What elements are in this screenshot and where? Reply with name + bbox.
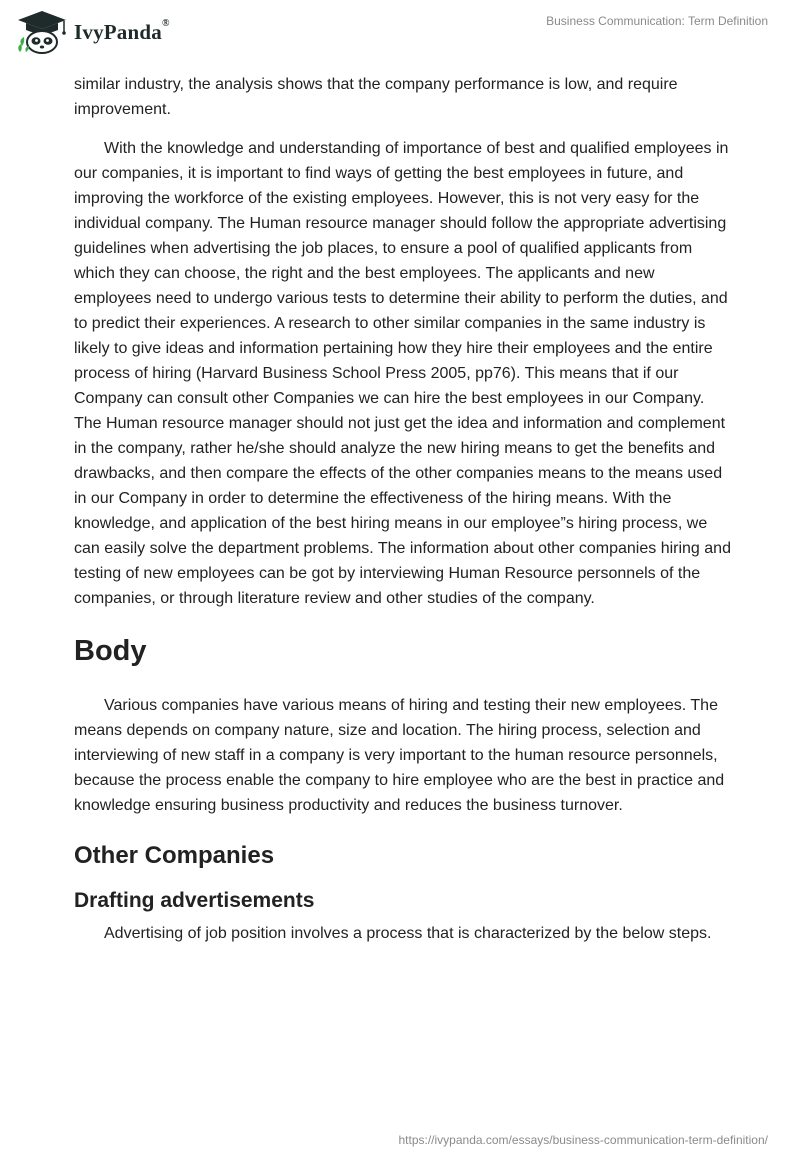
site-logo[interactable] — [16, 8, 170, 56]
footer-source-url[interactable]: https://ivypanda.com/essays/business-communication-term-definition/ — [398, 1133, 768, 1147]
logo-text: IvyPanda — [74, 19, 162, 44]
paragraph-advertising: Advertising of job position involves a process that is characterized by the below steps. — [104, 925, 712, 942]
heading-other-companies: Other Companies — [74, 842, 275, 869]
paragraph-body: Various companies have various means of hiring and testing their new employees. The means depends on company nature, size and location. The hiring process, selection and interviewing of new staff in a company is very important to the human resource personnels, because the process enable the company to hire employee who are the best in practice and knowledge ensuring business productivity and reduces the business turnover. — [74, 697, 725, 814]
registered-mark: ® — [161, 17, 170, 29]
logo-wordmark — [74, 17, 170, 45]
document-title: Business Communication: Term Definition — [546, 14, 768, 28]
page-header — [0, 0, 800, 70]
panda-graduation-cap-icon — [16, 10, 68, 54]
paragraph-hiring: With the knowledge and understanding of importance of best and qualified employees in our companies, it is important to find ways of getting the best employees in future, and improving the workforce of the existing employees. However, this is not very easy for the individual company. The Human resource manager should follow the appropriate advertising guidelines when advertising the job places, to ensure a pool of qualified applicants from which they can choose, the right and the best employees. The applicants and new employees need to undergo various tests to determine their ability to perform the duties, and to predict their experiences. A research to other similar companies in the same industry is likely to give ideas and information pertaining how they hire their employees and the entire process of hiring (Harvard Business School Press 2005, pp76). This means that if our Company can consult other Companies we can hire the best employees in our Company. The Human resource manager should not just get the idea and information and complement in the company, rather he/she should analyze the new hiring means to get the benefits and drawbacks, and then compare the effects of the other companies means to the means used in our Company in order to determine the effectiveness of the hiring means. With the knowledge, and application of the best hiring means in our employee”s hiring process, we can easily solve the department problems. The information about other companies hiring and testing of new employees can be got by interviewing Human Resource personnels of the companies, or through literature review and other studies of the company. — [74, 140, 731, 607]
heading-drafting-advertisements: Drafting advertisements — [74, 889, 315, 912]
essay-content — [74, 72, 734, 946]
paragraph-continued: similar industry, the analysis shows that the company performance is low, and require improvement. — [74, 76, 678, 118]
heading-body: Body — [74, 635, 147, 667]
